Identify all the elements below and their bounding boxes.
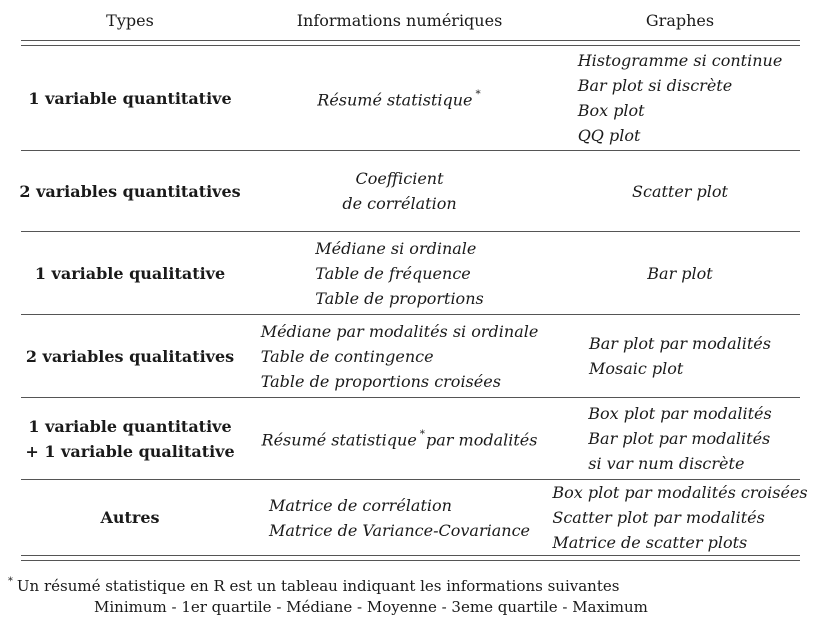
table-row xyxy=(21,232,800,314)
cell-line: Bar plot par modalités xyxy=(589,334,771,353)
cell-line: Bar plot par modalités xyxy=(588,429,771,448)
cell-line: 1 variable quantitative xyxy=(28,88,232,108)
cell-line: Bar plot si discrète xyxy=(577,76,733,95)
cell-line: Autres xyxy=(100,508,160,527)
type-block xyxy=(19,179,240,204)
cell-line: Médiane par modalités si ordinale xyxy=(260,321,539,341)
header-informations-numeriques: Informations numériques xyxy=(296,10,503,30)
cell-line: Matrice de corrélation xyxy=(269,495,452,515)
cell-line xyxy=(262,424,538,452)
cell-line: Box plot par modalités xyxy=(588,404,772,423)
info-text: Résumé statistique xyxy=(261,430,417,450)
cell-line: + 1 variable qualitative xyxy=(25,441,235,461)
footnote-text: Un résumé statistique en R est un tableau indiquant les informations suivantes xyxy=(16,577,620,595)
graph-cell xyxy=(560,401,800,476)
type-block xyxy=(28,86,231,111)
footnote-line1 xyxy=(8,572,808,597)
header-types: Types xyxy=(106,10,154,30)
cell-line: Box plot par modalités croisées xyxy=(552,483,808,502)
graph-cell xyxy=(560,179,800,204)
type-cell xyxy=(21,179,239,204)
type-cell xyxy=(21,414,239,464)
info-block xyxy=(342,166,456,216)
cell-line: Table de proportions croisées xyxy=(260,371,501,391)
graph-block xyxy=(578,48,783,148)
cell-line: Mosaic plot xyxy=(589,359,684,378)
cell-line: 2 variables qualitatives xyxy=(25,346,235,366)
graph-cell xyxy=(560,331,800,381)
stats-table xyxy=(19,0,808,561)
graph-block xyxy=(647,261,712,286)
info-block xyxy=(262,424,538,452)
table-row xyxy=(21,151,800,231)
cell-line: Matrice de Variance-Covariance xyxy=(269,520,530,540)
info-cell xyxy=(239,166,560,216)
cell-line: Table de proportions xyxy=(315,288,484,308)
type-block xyxy=(35,261,225,286)
graph-cell xyxy=(560,261,800,286)
info-block xyxy=(261,319,539,394)
cell-line: Scatter plot xyxy=(632,181,728,201)
type-cell xyxy=(21,261,239,286)
cell-line: Table de fréquence xyxy=(315,263,471,283)
cell-line: Bar plot xyxy=(647,263,713,283)
graph-block xyxy=(589,331,771,381)
cell-line: Matrice de scatter plots xyxy=(552,533,748,552)
cell-line: si var num discrète xyxy=(588,454,745,473)
cell-line: Histogramme si continue xyxy=(577,51,783,70)
cell-line: 1 variable qualitative xyxy=(34,263,226,283)
cell-line: Box plot xyxy=(577,101,645,120)
header-graphes: Graphes xyxy=(645,10,715,30)
info-cell xyxy=(239,84,560,112)
table-header-row xyxy=(21,0,800,40)
graph-cell xyxy=(552,480,808,555)
type-block xyxy=(100,505,159,530)
graph-block xyxy=(632,179,728,204)
cell-line: de corrélation xyxy=(342,194,457,213)
info-text: Résumé statistique xyxy=(317,90,473,110)
table-row xyxy=(21,480,808,555)
type-cell xyxy=(21,86,239,111)
graph-block xyxy=(552,480,807,555)
cell-line: 2 variables quantitatives xyxy=(19,181,241,201)
footnote-asterisk: * xyxy=(8,576,13,587)
info-text-after: par modalités xyxy=(426,430,538,450)
info-cell xyxy=(239,319,560,394)
cell-line: Scatter plot par modalités xyxy=(552,508,765,527)
table-body xyxy=(19,46,808,555)
table-footnote xyxy=(8,572,808,618)
cell-line: 1 variable quantitative xyxy=(28,416,232,436)
graph-cell xyxy=(560,48,800,148)
graph-block xyxy=(588,401,771,476)
asterisk-superscript: * xyxy=(475,87,481,100)
bottom-double-rule xyxy=(21,555,800,561)
info-block xyxy=(315,236,483,311)
info-cell xyxy=(239,236,560,311)
type-block xyxy=(25,414,234,464)
cell-line xyxy=(317,84,481,112)
cell-line: Médiane si ordinale xyxy=(315,238,477,258)
type-cell xyxy=(21,344,239,369)
type-block xyxy=(26,344,234,369)
asterisk-superscript: * xyxy=(419,428,425,441)
info-block xyxy=(269,493,530,543)
info-block xyxy=(317,84,481,112)
table-row xyxy=(21,398,800,479)
cell-line: Table de contingence xyxy=(260,346,434,366)
info-cell xyxy=(239,424,560,452)
footnote-line2: Minimum - 1er quartile - Médiane - Moyenne - 3eme quartile - Maximum xyxy=(94,598,648,616)
cell-line: Coefficient xyxy=(355,169,444,188)
cell-line: QQ plot xyxy=(577,126,641,145)
type-cell xyxy=(21,505,239,530)
table-row xyxy=(21,315,800,397)
table-row xyxy=(21,46,800,150)
info-cell xyxy=(239,493,560,543)
